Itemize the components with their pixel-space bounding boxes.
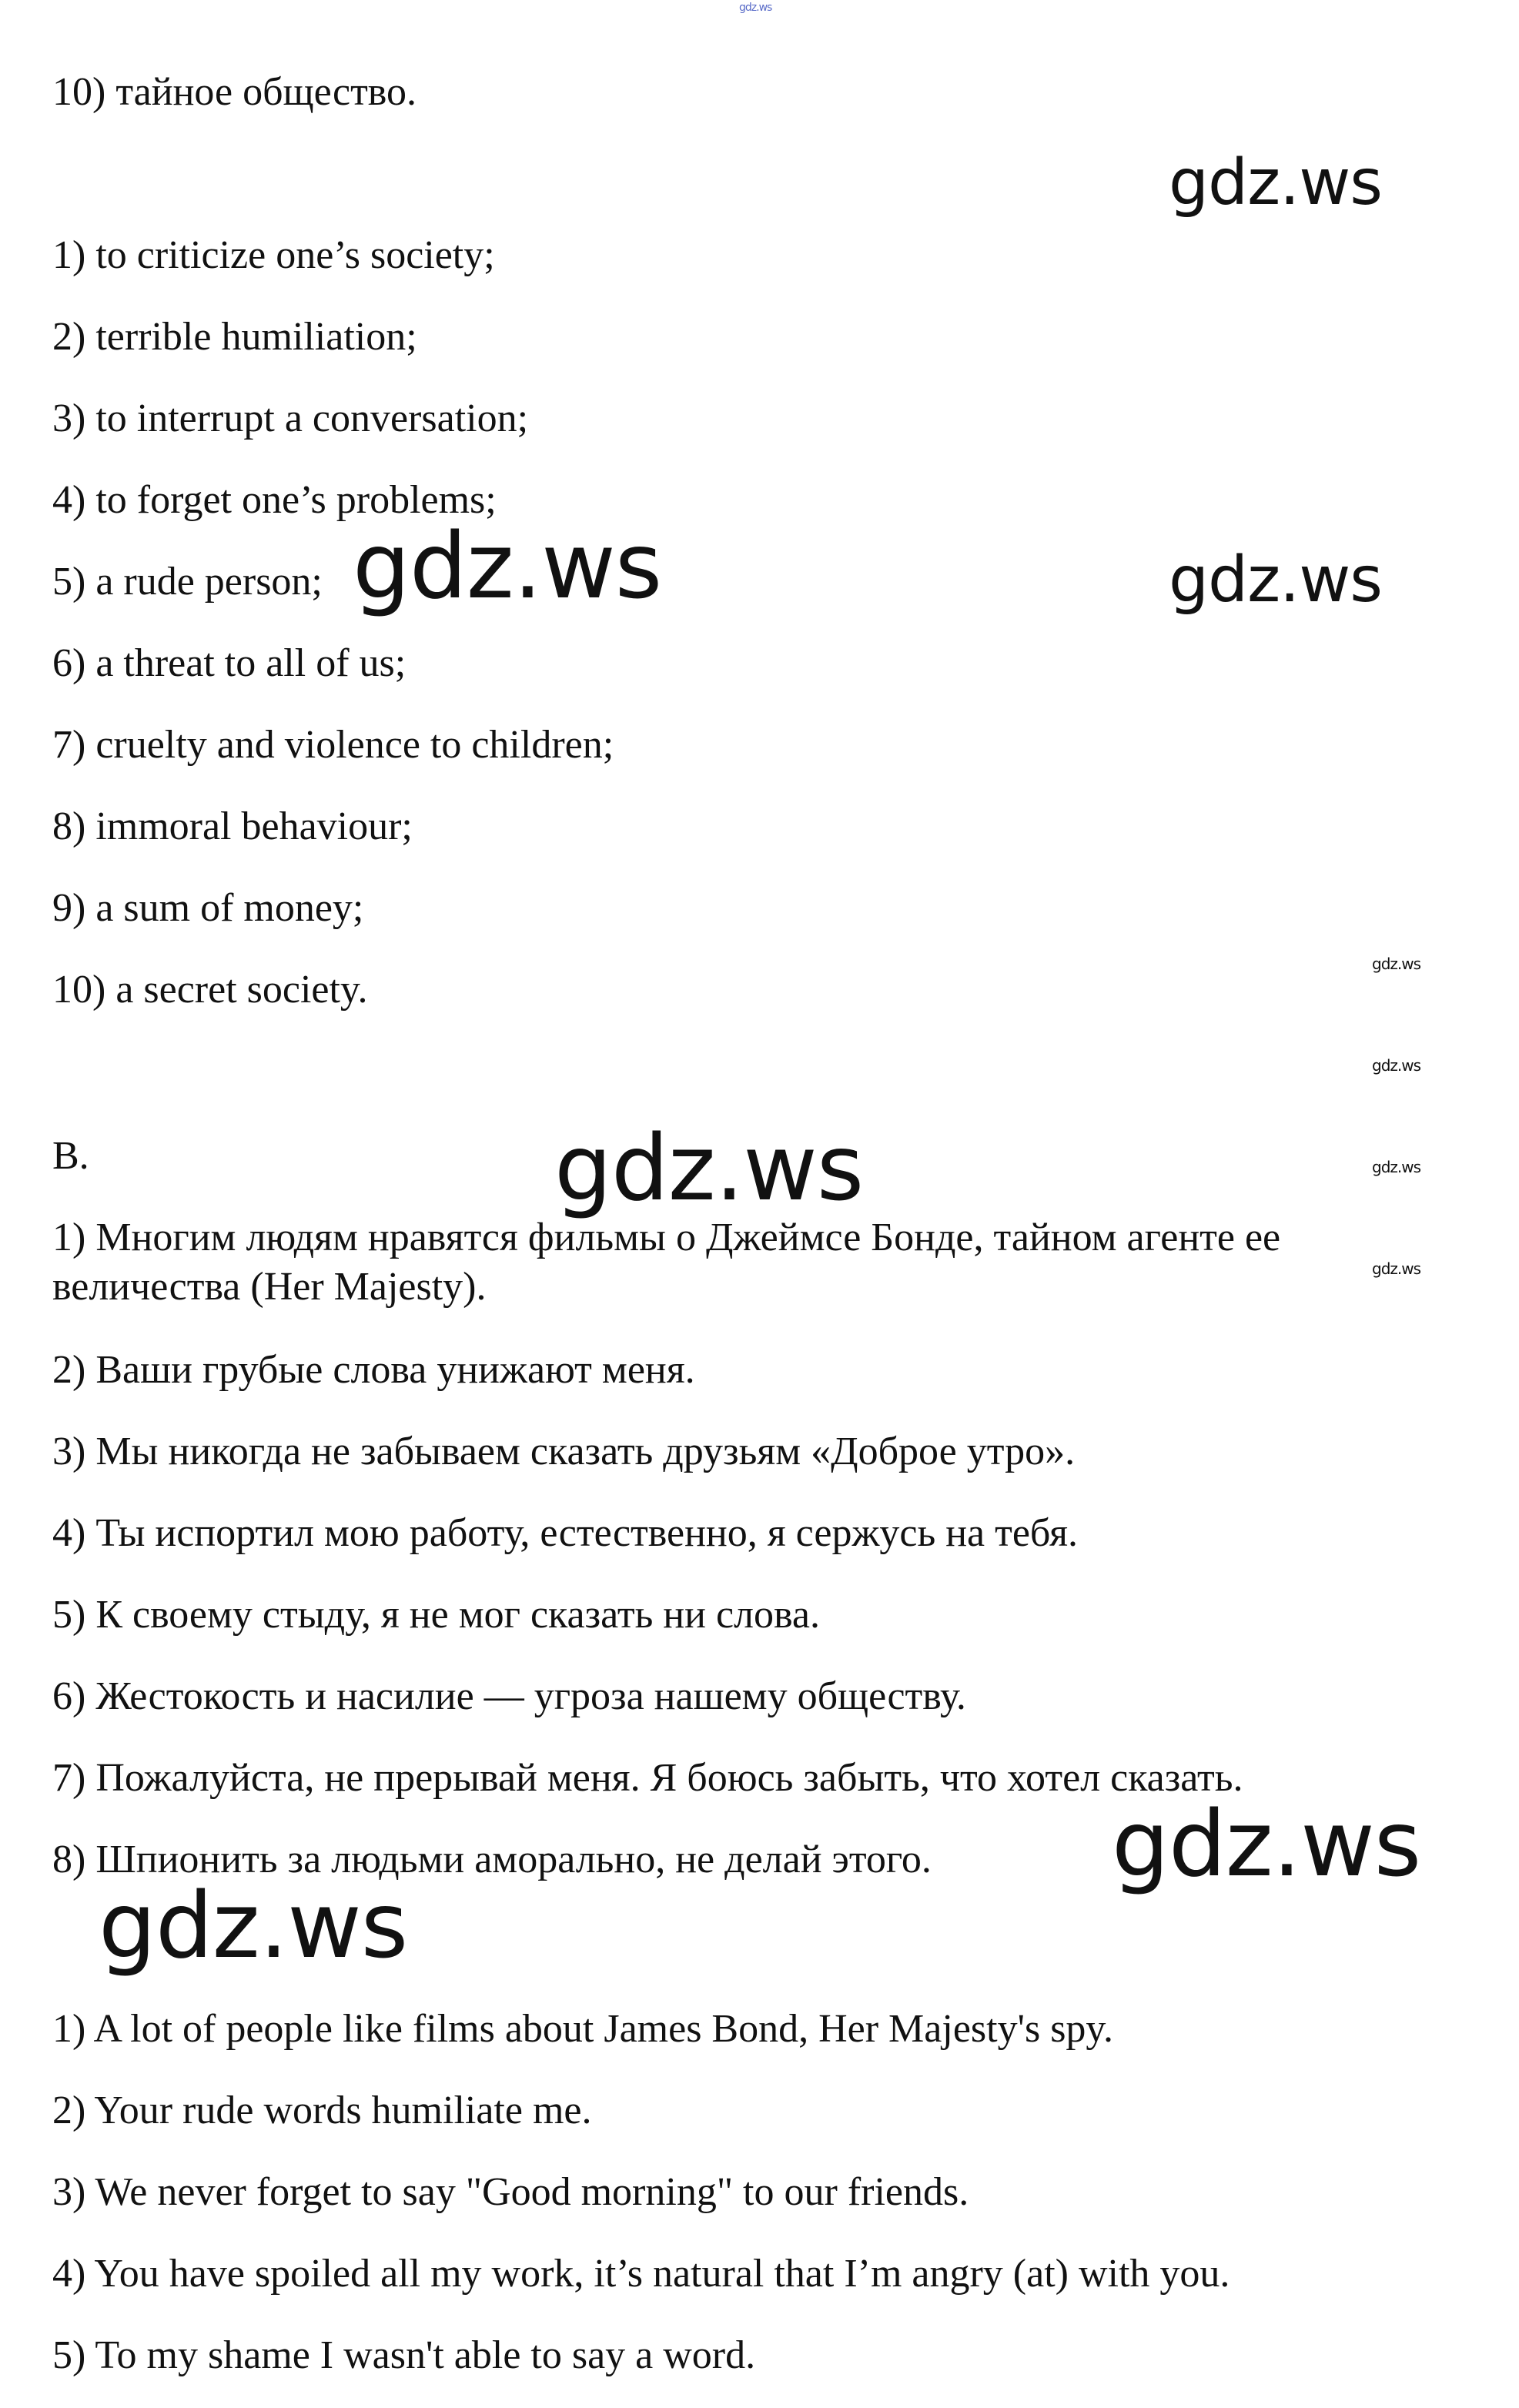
watermark: gdz.ws: [99, 1872, 408, 1978]
english-sentence-2: 2) Your rude words humiliate me.: [52, 2089, 592, 2132]
russian-sentence-3: 3) Мы никогда не забываем сказать друзьям «Доброе утро».: [52, 1430, 1076, 1473]
russian-sentence-1: 1) Многим людям нравятся фильмы о Джеймсе Бонде, тайном агенте ее величества (Her Majesty).: [52, 1216, 1281, 1309]
watermark: gdz.ws: [1169, 543, 1382, 617]
watermark: gdz.ws: [353, 513, 662, 619]
russian-sentence-6: 6) Жестокость и насилие — угроза нашему обществу.: [52, 1674, 966, 1718]
russian-sentence-5: 5) К своему стыду, я не мог сказать ни слова.: [52, 1593, 820, 1637]
english-term-8: 8) immoral behaviour;: [52, 804, 413, 848]
english-term-3: 3) to interrupt a conversation;: [52, 396, 529, 440]
english-term-5: 5) a rude person;: [52, 560, 323, 604]
english-term-10: 10) a secret society.: [52, 968, 368, 1012]
english-term-2: 2) terrible humiliation;: [52, 315, 417, 359]
russian-sentence-2: 2) Ваши грубые слова унижают меня.: [52, 1348, 695, 1392]
english-term-4: 4) to forget one’s problems;: [52, 478, 497, 522]
russian-item-10: 10) тайное общество.: [52, 70, 417, 114]
english-sentence-3: 3) We never forget to say "Good morning" to our friends.: [52, 2170, 969, 2214]
english-term-1: 1) to criticize one’s society;: [52, 233, 495, 277]
watermark: gdz.ws: [1372, 1056, 1421, 1075]
watermark: gdz.ws: [1112, 1791, 1421, 1897]
section-b-heading: B.: [52, 1134, 89, 1178]
english-term-6: 6) a threat to all of us;: [52, 641, 407, 685]
english-sentence-5: 5) To my shame I wasn't able to say a word.: [52, 2333, 756, 2377]
top-watermark: gdz.ws: [739, 2, 772, 14]
english-sentence-4: 4) You have spoiled all my work, it’s natural that I’m angry (at) with you.: [52, 2252, 1230, 2296]
watermark: gdz.ws: [1372, 955, 1421, 973]
russian-sentence-4: 4) Ты испортил мою работу, естественно, я сержусь на тебя.: [52, 1511, 1078, 1555]
watermark: gdz.ws: [1169, 146, 1382, 219]
watermark: gdz.ws: [554, 1115, 864, 1221]
english-term-7: 7) cruelty and violence to children;: [52, 723, 614, 767]
russian-sentence-8: 8) Шпионить за людьми аморально, не делай этого.: [52, 1838, 932, 1881]
watermark: gdz.ws: [1372, 1158, 1421, 1176]
watermark: gdz.ws: [1372, 1259, 1421, 1278]
russian-sentence-7: 7) Пожалуйста, не прерывай меня. Я боюсь забыть, что хотел сказать.: [52, 1756, 1243, 1800]
english-term-9: 9) a sum of money;: [52, 886, 364, 930]
english-sentence-1: 1) A lot of people like films about James Bond, Her Majesty's spy.: [52, 2007, 1114, 2051]
